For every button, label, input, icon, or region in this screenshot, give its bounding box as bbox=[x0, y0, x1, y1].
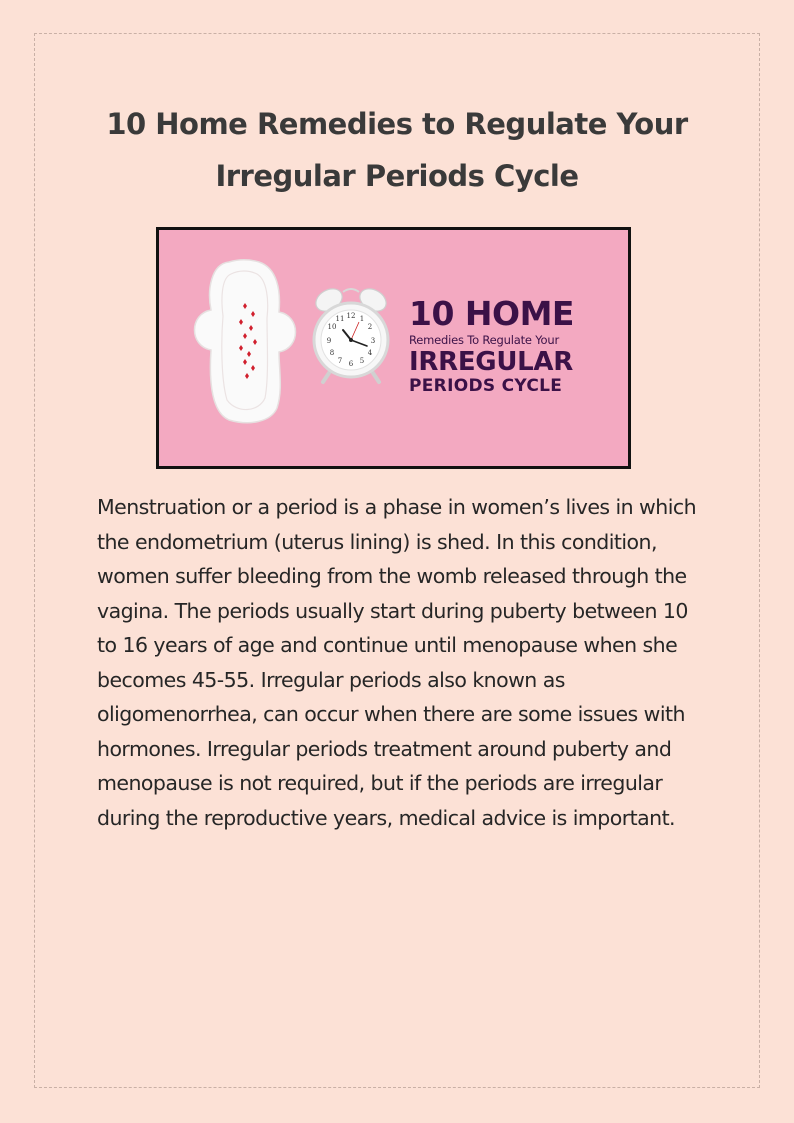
clock-num-10: 10 bbox=[327, 323, 337, 331]
intro-paragraph: Menstruation or a period is a phase in women’s lives in which the endometrium (uterus lining) is shed. In this condition, women suffer bleeding from the womb released through the vagina. The periods usually start during puberty between 10 to 16 years of age and continue until menopause when she becomes 45-55. Irregular periods also known as oligomenorrhea, can occur when there are some issues with hormones. Irregular periods treatment around puberty and menopause is not required, but if the periods are irregular during the reproductive years, medical advice is important. bbox=[97, 495, 697, 830]
banner-line-2: Remedies To Regulate Your bbox=[409, 333, 559, 347]
title-line-1: 10 Home Remedies to Regulate Your bbox=[106, 107, 688, 141]
banner-line-3: IRREGULAR bbox=[409, 347, 573, 377]
clock-num-2: 2 bbox=[367, 323, 373, 331]
title-line-2: Irregular Periods Cycle bbox=[215, 159, 579, 193]
clock-num-6: 6 bbox=[348, 360, 354, 368]
clock-num-11: 11 bbox=[335, 315, 345, 323]
clock-num-4: 4 bbox=[367, 349, 373, 357]
banner-image bbox=[156, 227, 631, 469]
clock-num-12: 12 bbox=[346, 312, 356, 320]
alarm-clock-icon bbox=[312, 284, 390, 382]
clock-num-9: 9 bbox=[326, 337, 332, 345]
clock-num-8: 8 bbox=[329, 349, 335, 357]
banner-headline bbox=[409, 296, 599, 397]
sanitary-pad-icon bbox=[195, 260, 296, 423]
clock-num-5: 5 bbox=[359, 357, 365, 365]
clock-num-1: 1 bbox=[359, 315, 365, 323]
banner-line-1: 10 HOME bbox=[409, 294, 574, 333]
banner-line-4: PERIODS CYCLE bbox=[409, 376, 563, 396]
clock-num-3: 3 bbox=[370, 337, 376, 345]
clock-num-7: 7 bbox=[337, 357, 343, 365]
page-title bbox=[60, 98, 734, 202]
